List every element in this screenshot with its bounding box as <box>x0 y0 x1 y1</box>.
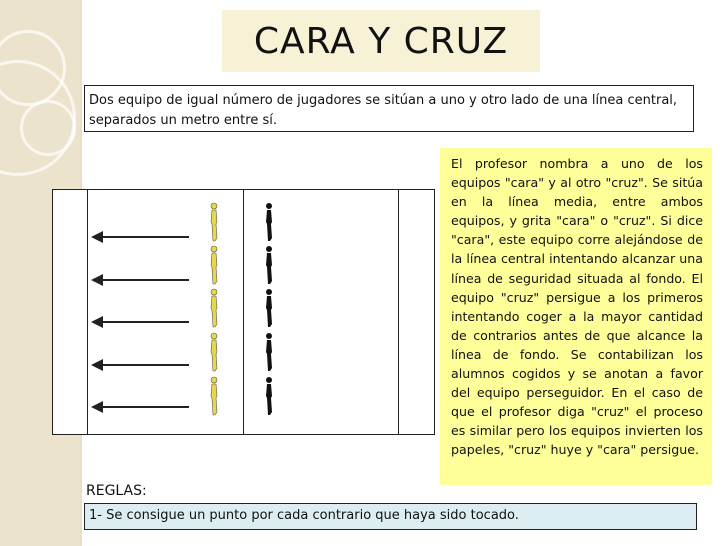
left-safety-line <box>87 190 88 434</box>
game-description: El profesor nombra a uno de los equipos "cara" y al otro "cruz". Se sitúa en la línea media, entre ambos equipos, y grita "cara" o "cruz". Si dice "cara", este equipo corre alejándose de la línea central intentando alcanzar una línea de seguridad situada al fondo. El equipo "cruz" persigue a los primeros intentando coger a la mayor cantidad de contrarios antes de que alcance la línea de fondo. Se contabilizan los alumnos cogidos y se anotan a favor del equipo perseguidor. En el caso de que el profesor diga "cruz" el proceso es similar pero los equipos invierten los papeles, "cruz" huye y "cara" persigue. <box>440 148 712 485</box>
black-player-figure <box>262 332 276 372</box>
yellow-player-figure <box>207 245 221 285</box>
decorative-circle <box>20 100 76 156</box>
page-title: CARA Y CRUZ <box>222 10 540 72</box>
run-arrow <box>93 321 189 323</box>
yellow-player-figure <box>207 202 221 242</box>
yellow-player-figure <box>207 288 221 328</box>
intro-text: Dos equipo de igual número de jugadores se sitúan a uno y otro lado de una línea central, separados un metro entre sí. <box>84 85 694 132</box>
black-player-figure <box>262 376 276 416</box>
rule-item: 1- Se consigue un punto por cada contrario que haya sido tocado. <box>84 503 697 530</box>
yellow-player-figure <box>207 332 221 372</box>
run-arrow <box>93 406 189 408</box>
black-player-figure <box>262 245 276 285</box>
right-safety-line <box>398 190 399 434</box>
black-player-figure <box>262 202 276 242</box>
rules-heading: REGLAS: <box>86 483 147 499</box>
field-diagram <box>52 189 435 435</box>
black-player-figure <box>262 288 276 328</box>
center-line <box>243 190 244 434</box>
run-arrow <box>93 364 189 366</box>
run-arrow <box>93 279 189 281</box>
yellow-player-figure <box>207 376 221 416</box>
run-arrow <box>93 236 189 238</box>
